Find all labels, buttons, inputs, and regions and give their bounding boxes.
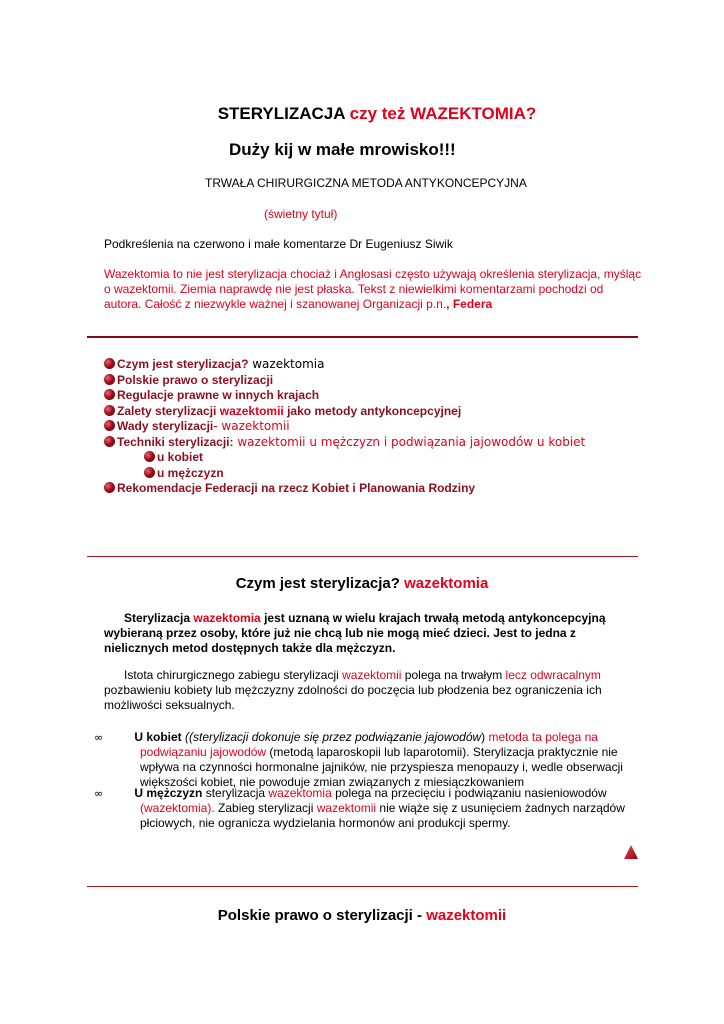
text: nie wiąże się z usunięciem żadnych narządów płciowych, nie ogranicza wydzielania hormonów ani produkcji spermy. [140, 801, 625, 830]
divider [87, 336, 638, 338]
toc-link[interactable]: Techniki sterylizacji: [117, 434, 234, 449]
toc-link[interactable]: Czym jest sterylizacja? [117, 357, 249, 371]
bullet-icon [104, 374, 115, 385]
list-item-women [94, 730, 635, 790]
text: polega na trwałym [401, 668, 506, 682]
section-paragraph [104, 668, 624, 713]
toc-link[interactable]: u kobiet [157, 450, 204, 464]
text-red: metoda ta polega na podwiązaniu jajowodów [140, 730, 598, 759]
toc-link[interactable]: Rekomendacje Federacji na rzecz Kobiet i Planowania Rodziny [117, 481, 476, 495]
text: polega na przecięciu i podwiązaniu nasieniowodów [331, 786, 607, 800]
intro-strong: , Federa [446, 297, 493, 311]
bullet-icon [144, 451, 155, 462]
text: sterylizacja [202, 786, 269, 800]
toc-link-red: wazektomii [219, 403, 284, 418]
bullet-icon [104, 389, 115, 400]
back-to-top-icon[interactable] [623, 844, 639, 865]
list-item-label: U mężczyzn [134, 786, 203, 800]
text: ) [481, 730, 486, 744]
text-red: wazektomia [193, 611, 261, 625]
annotation-credit: Podkreślenia na czerwono i małe komentarze Dr Eugeniusz Siwik [104, 237, 453, 251]
toc-extra: wazektomia [248, 357, 325, 371]
text: Zabieg sterylizacji [214, 801, 317, 815]
toc-subitem[interactable] [104, 466, 585, 482]
text-red: lecz odwracalnym [505, 668, 601, 682]
list-item-men [94, 786, 635, 831]
text-red: wazektomia [268, 786, 332, 800]
toc-item[interactable] [104, 373, 585, 389]
toc-link[interactable]: Regulacje prawne w innych krajach [117, 388, 320, 402]
text: Istota chirurgicznego zabiegu sterylizacji [124, 668, 343, 682]
title-part1: STERYLIZACJA [217, 104, 350, 123]
text: (metodą laparoskopii lub laparotomii). Sterylizacja praktycznie nie wpływa na czynności hormonalne jajników, nie przyspiesza menopauzy i, wedle obserwacji większości kobiet, nie powoduje zmian związanych z miesiączkowaniem [140, 745, 623, 789]
document-subtitle: Duży kij w małe mrowisko!!! [229, 140, 456, 159]
text: jest uznaną w wielu krajach trwałą metodą antykoncepcyjną wybieraną przez osoby, które już nie chcą lub nie mogą mieć dzieci. Jest to jedna z nielicznych metod dostępnych także dla mężczyzn. [104, 611, 606, 655]
toc-item[interactable] [104, 404, 585, 420]
toc-link-text: Zalety sterylizacji [117, 403, 220, 418]
bullet-icon [144, 467, 155, 478]
method-caption: TRWAŁA CHIRURGICZNA METODA ANTYKONCEPCYJNA [205, 176, 527, 190]
table-of-contents [104, 357, 585, 497]
text-red: wazektomii [342, 668, 402, 682]
divider [87, 556, 638, 557]
title-comment: (świetny tytuł) [264, 207, 338, 221]
section-heading-text: Czym jest sterylizacja? [235, 575, 405, 592]
toc-link[interactable]: u mężczyzn [157, 465, 224, 480]
toc-item[interactable] [104, 419, 585, 435]
toc-subitem[interactable] [104, 450, 585, 466]
bullet-icon [104, 420, 115, 431]
toc-item[interactable] [104, 388, 585, 404]
text-red: (wazektomia). [140, 801, 215, 815]
bullet-icon [104, 358, 115, 369]
intro-text: Wazektomia to nie jest sterylizacja chociaż i Anglosasi często używają określenia sterylizacja, myśląc o wazektomii. Ziemia naprawdę nie jest płaska. Tekst z niewielkimi komentarzami pochodzi od autora. Całość z niezwykle ważnej i szanowanej Organizacji p.n. [104, 267, 642, 311]
section-heading-red: wazektomia [404, 575, 489, 592]
infinity-bullet-icon: ∞ [94, 731, 104, 744]
section-heading [0, 575, 724, 592]
divider [87, 886, 638, 887]
toc-link[interactable] [117, 404, 461, 418]
section-heading [0, 907, 724, 924]
text: Sterylizacja [124, 611, 194, 625]
toc-link[interactable]: Wady sterylizacji [117, 419, 214, 433]
toc-extra: wazektomii u mężczyzn i podwiązania jajowodów u kobiet [233, 434, 586, 449]
infinity-bullet-icon: ∞ [94, 787, 104, 800]
toc-item[interactable] [104, 435, 585, 451]
toc-extra: - wazektomii [213, 419, 290, 433]
section-paragraph [104, 611, 624, 656]
bullet-icon [104, 436, 115, 447]
bullet-icon [104, 482, 115, 493]
section-heading-text: Polskie prawo o sterylizacji - [217, 907, 427, 924]
toc-link-text-after: jako metody antykoncepcyjnej [283, 403, 462, 418]
triangle-up-icon [623, 844, 639, 860]
bullet-icon [104, 405, 115, 416]
list-item-label: U kobiet [134, 730, 182, 744]
document-title [0, 104, 724, 124]
text: pozbawieniu kobiety lub mężczyzny zdolności do poczęcia lub płodzenia bez ograniczenia ich możliwości seksualnych. [104, 683, 602, 712]
text-italic: ((sterylizacji dokonuje się przez podwiązanie jajowodów [181, 730, 482, 744]
toc-item[interactable] [104, 481, 585, 497]
section-heading-red: wazektomii [426, 907, 507, 924]
toc-link[interactable]: Polskie prawo o sterylizacji [117, 372, 274, 387]
intro-paragraph [104, 267, 644, 312]
text-red: wazektomii [316, 801, 377, 815]
toc-item[interactable] [104, 357, 585, 373]
title-part2: czy też WAZEKTOMIA? [349, 104, 537, 123]
